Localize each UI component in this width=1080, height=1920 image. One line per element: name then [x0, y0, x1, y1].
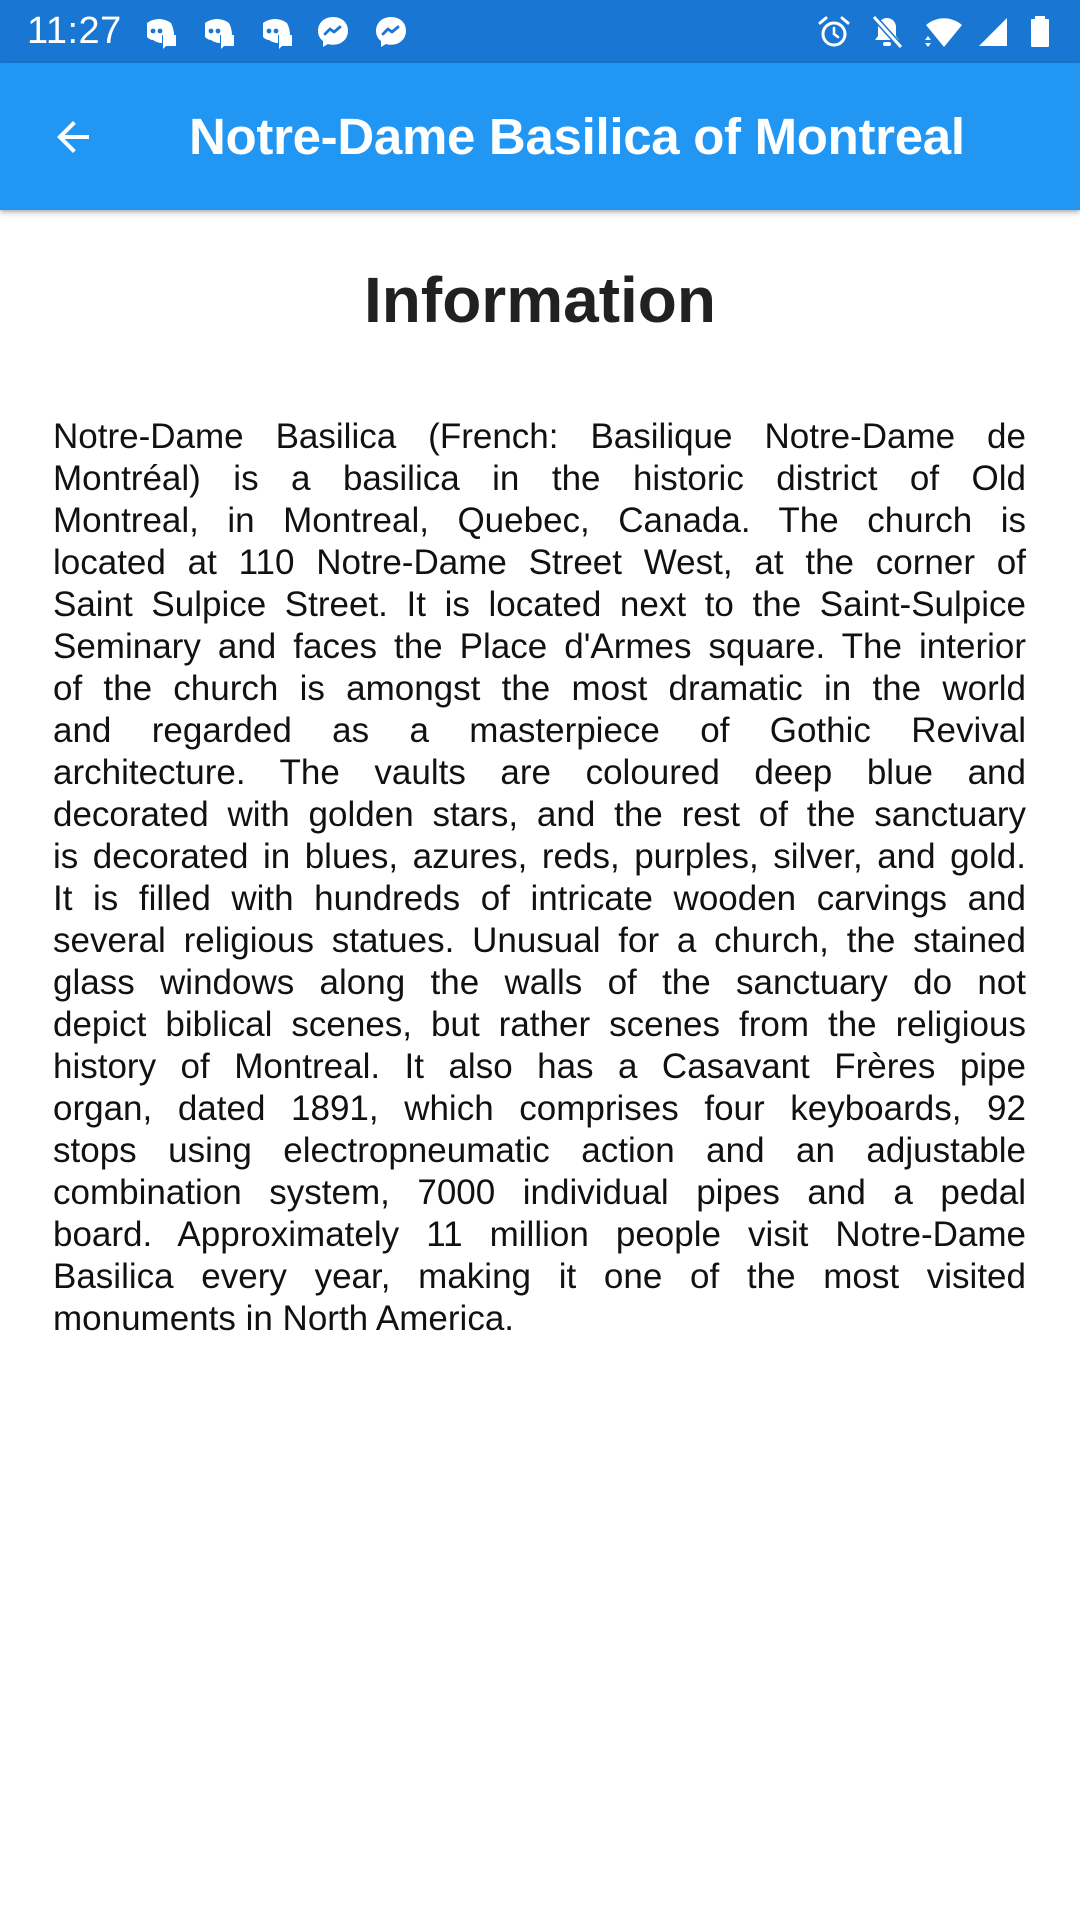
paragraph-line: combination system, 7000 individual pipes and a pedal	[53, 1173, 1026, 1212]
messenger-icon	[373, 15, 409, 49]
status-bar	[0, 0, 1080, 63]
discord-icon	[141, 15, 177, 49]
paragraph-line: Basilica every year, making it one of the most visited	[53, 1257, 1026, 1296]
paragraph-line: depict biblical scenes, but rather scenes from the religious	[53, 1005, 1026, 1044]
paragraph-line: is decorated in blues, azures, reds, purples, silver, and gold.	[53, 837, 1026, 876]
paragraph-line: Seminary and faces the Place d'Armes square. The interior	[53, 627, 1026, 666]
wifi-icon	[922, 15, 966, 49]
arrow-back-icon	[49, 113, 97, 161]
alarm-icon	[816, 15, 852, 49]
paragraph-line: board. Approximately 11 million people visit Notre-Dame	[53, 1215, 1026, 1254]
paragraph-line: Montréal) is a basilica in the historic district of Old	[53, 459, 1026, 498]
battery-icon	[1028, 15, 1052, 49]
paragraph-line: located at 110 Notre-Dame Street West, at the corner of	[53, 543, 1026, 582]
paragraph-line: Montreal, in Montreal, Quebec, Canada. The church is	[53, 501, 1026, 540]
paragraph-line: stops using electropneumatic action and an adjustable	[53, 1131, 1026, 1170]
paragraph-line: architecture. The vaults are coloured deep blue and	[53, 753, 1026, 792]
section-heading: Information	[364, 264, 716, 336]
status-time: 11:27	[27, 10, 122, 52]
messenger-icon	[315, 15, 351, 49]
paragraph-line: and regarded as a masterpiece of Gothic Revival	[53, 711, 1026, 750]
app-bar	[0, 63, 1080, 210]
cell-signal-icon	[975, 15, 1011, 49]
description-paragraph	[53, 416, 1026, 1340]
app-title: Notre-Dame Basilica of Montreal	[189, 108, 965, 165]
paragraph-line: It is filled with hundreds of intricate wooden carvings and	[53, 879, 1026, 918]
paragraph-line: several religious statues. Unusual for a church, the stained	[53, 921, 1026, 960]
paragraph-line: organ, dated 1891, which comprises four keyboards, 92	[53, 1089, 1026, 1128]
paragraph-line: history of Montreal. It also has a Casavant Frères pipe	[53, 1047, 1026, 1086]
paragraph-line: decorated with golden stars, and the rest of the sanctuary	[53, 795, 1026, 834]
discord-icon	[199, 15, 235, 49]
notifications-off-icon	[869, 15, 905, 49]
paragraph-line: of the church is amongst the most dramatic in the world	[53, 669, 1026, 708]
back-button[interactable]	[38, 102, 108, 172]
discord-icon	[257, 15, 293, 49]
paragraph-line: glass windows along the walls of the sanctuary do not	[53, 963, 1026, 1002]
paragraph-line: Saint Sulpice Street. It is located next to the Saint-Sulpice	[53, 585, 1026, 624]
paragraph-line: Notre-Dame Basilica (French: Basilique Notre-Dame de	[53, 417, 1026, 456]
paragraph-line: monuments in North America.	[53, 1299, 515, 1338]
